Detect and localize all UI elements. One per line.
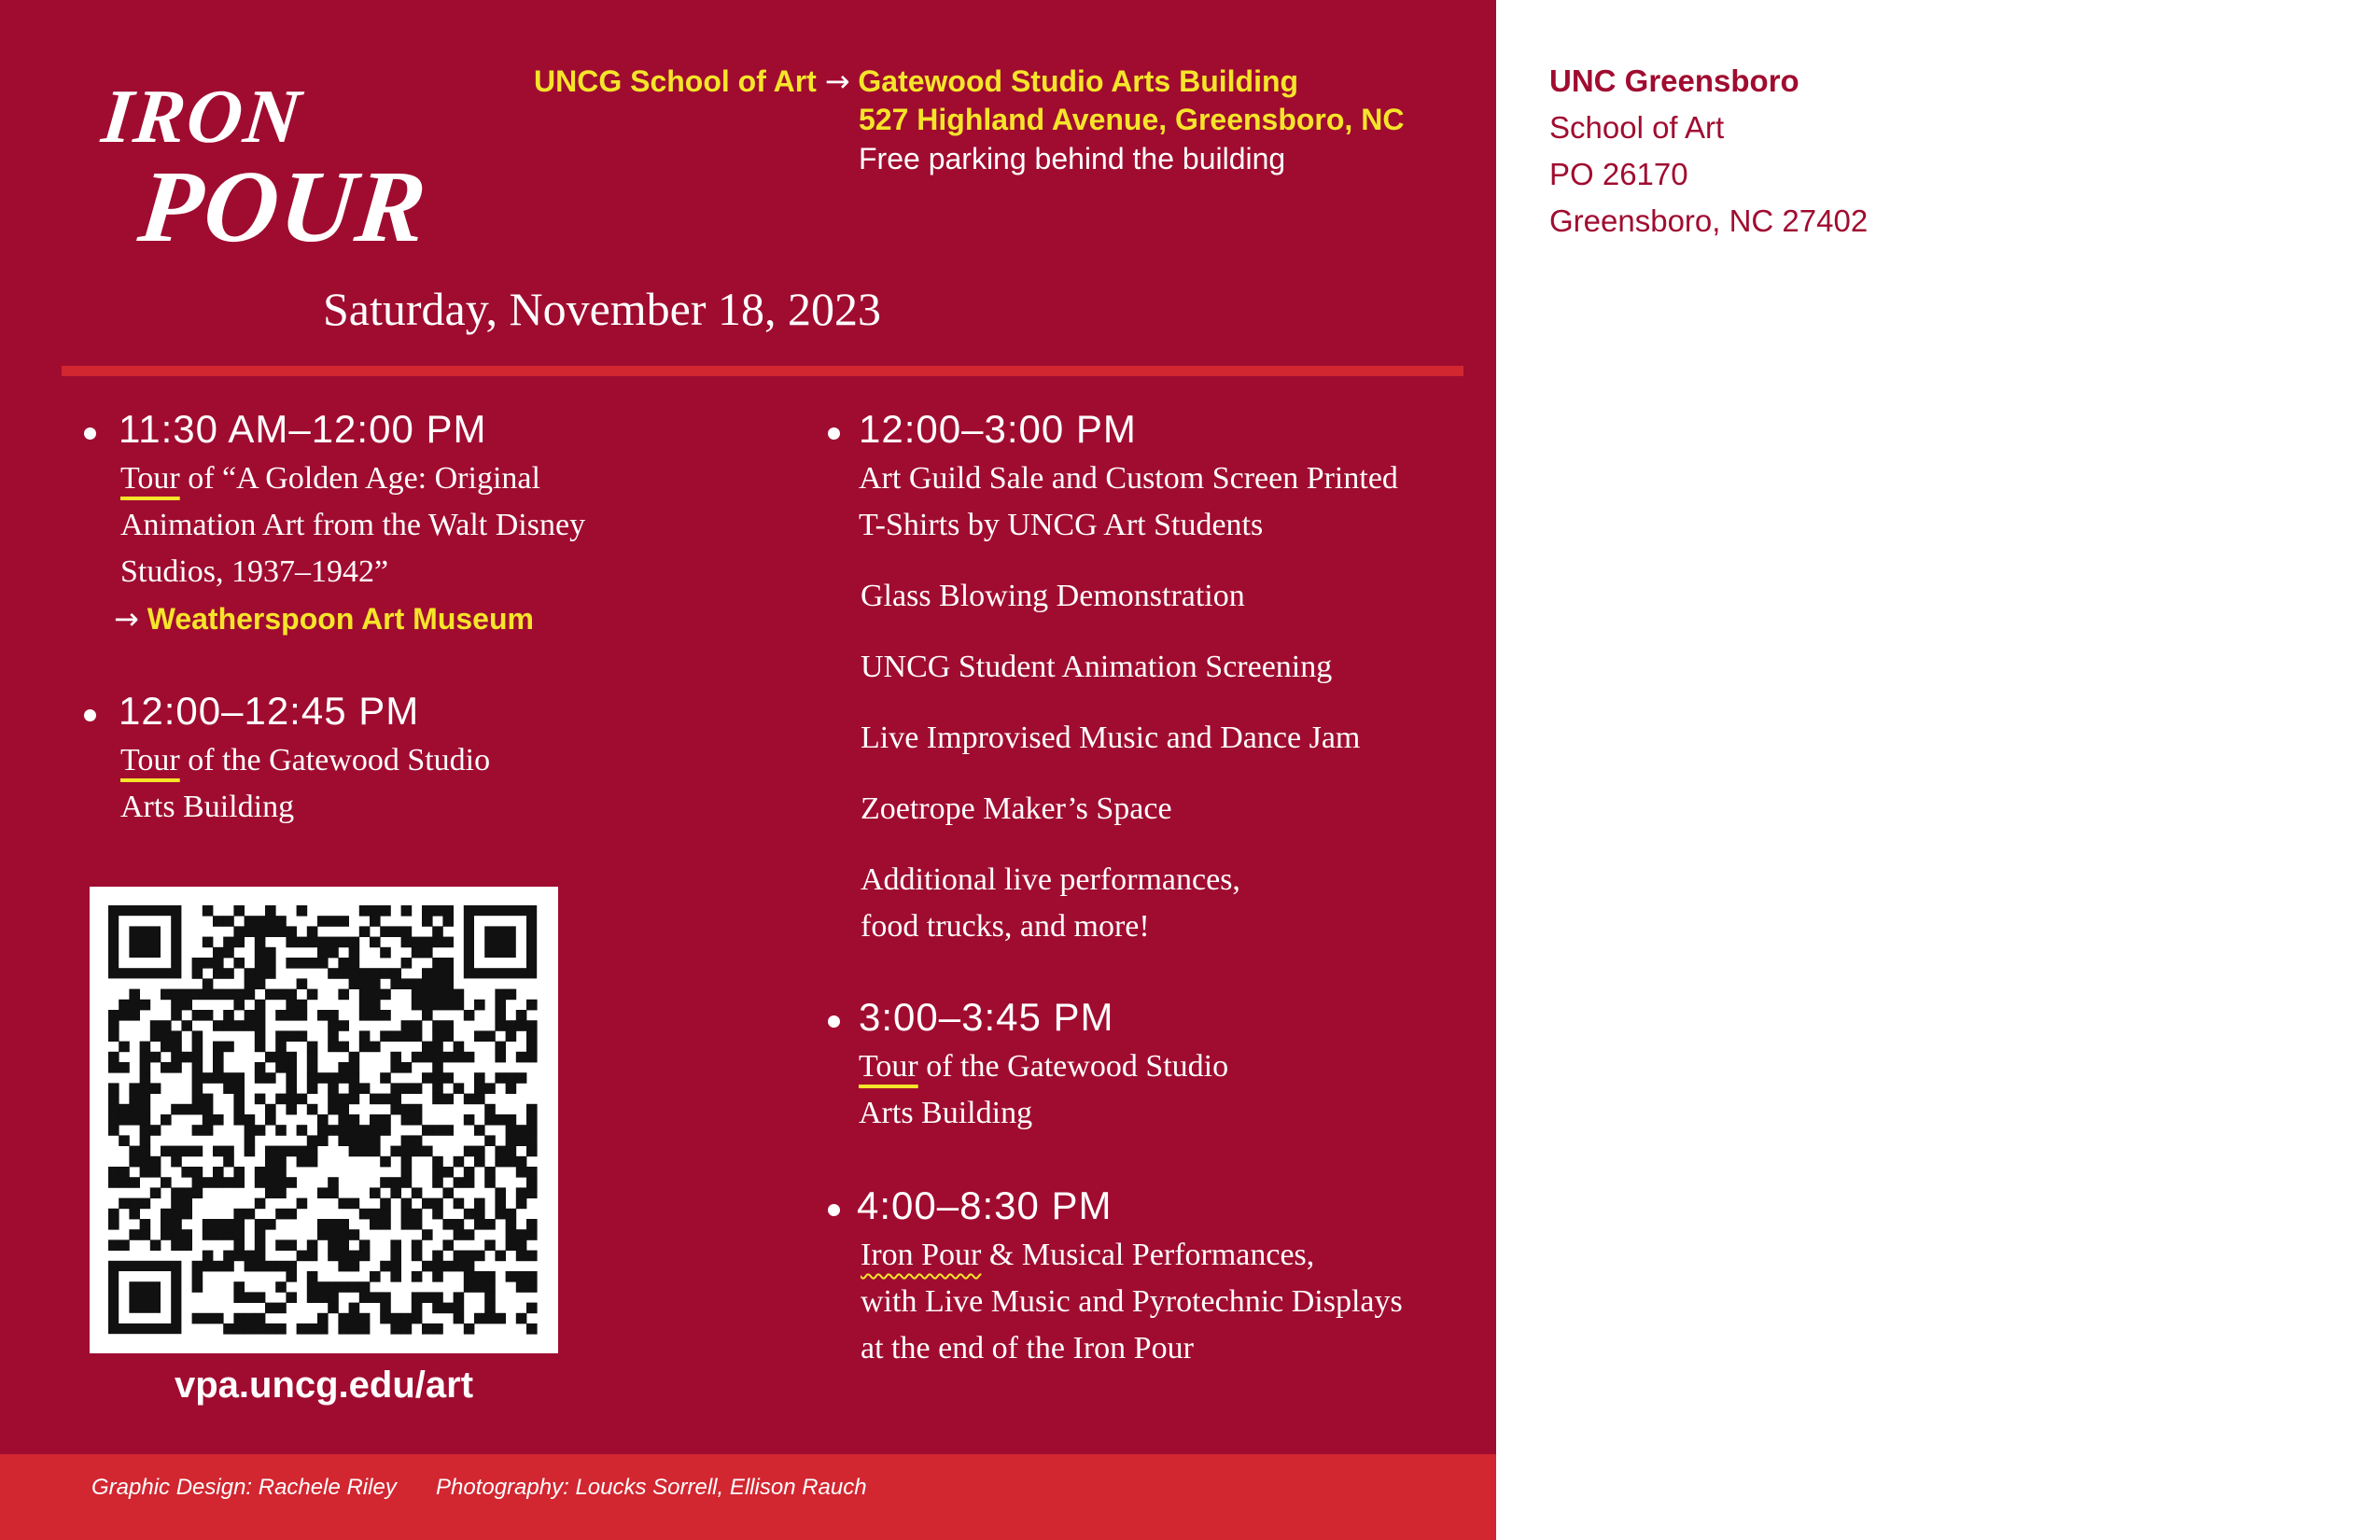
activity-item: Glass Blowing Demonstration bbox=[861, 579, 1245, 613]
qr-code[interactable] bbox=[90, 887, 558, 1353]
schedule-desc bbox=[120, 461, 540, 497]
schedule-desc-line: T-Shirts by UNCG Art Students bbox=[859, 508, 1264, 542]
arrow-right-icon: → bbox=[114, 601, 139, 637]
venue-address: 527 Highland Avenue, Greensboro, NC bbox=[859, 103, 1405, 136]
schedule-time: 12:00–12:45 PM bbox=[119, 689, 420, 733]
bullet-icon bbox=[828, 1204, 840, 1216]
schedule-time: 11:30 AM–12:00 PM bbox=[119, 407, 487, 451]
return-address-dept: School of Art bbox=[1549, 110, 1725, 145]
location-link: Weatherspoon Art Museum bbox=[147, 602, 534, 636]
schedule-time: 4:00–8:30 PM bbox=[857, 1183, 1113, 1227]
qr-code-image bbox=[108, 905, 539, 1335]
schedule-desc-line: Animation Art from the Walt Disney bbox=[120, 508, 586, 542]
schedule-desc-line: Studios, 1937–1942” bbox=[120, 554, 389, 589]
return-address-city: Greensboro, NC 27402 bbox=[1549, 203, 1869, 238]
schedule-desc bbox=[861, 1238, 1314, 1273]
logo-pour: POUR bbox=[133, 149, 433, 263]
credit-design: Graphic Design: Rachele Riley bbox=[91, 1475, 397, 1500]
bullet-icon bbox=[84, 427, 96, 440]
schedule-desc bbox=[859, 1049, 1228, 1085]
location-line bbox=[114, 601, 534, 637]
activity-item: Additional live performances, bbox=[861, 862, 1240, 897]
divider bbox=[62, 366, 1463, 376]
schedule-desc-rest: of “A Golden Age: Original bbox=[179, 461, 540, 496]
credit-photo: Photography: Loucks Sorrell, Ellison Rauch bbox=[436, 1475, 867, 1500]
bullet-icon bbox=[828, 1015, 840, 1028]
bullet-icon bbox=[84, 709, 96, 721]
tour-link: Tour bbox=[859, 1049, 918, 1084]
venue-org: UNCG School of Art bbox=[534, 64, 817, 98]
venue-parking: Free parking behind the building bbox=[859, 142, 1286, 175]
schedule-desc-line: Arts Building bbox=[120, 790, 295, 824]
activity-item: food trucks, and more! bbox=[861, 909, 1150, 944]
logo-iron: IRON bbox=[98, 74, 306, 159]
schedule-desc-line: with Live Music and Pyrotechnic Displays bbox=[861, 1284, 1403, 1319]
schedule-desc-line: at the end of the Iron Pour bbox=[861, 1331, 1194, 1365]
return-address-po: PO 26170 bbox=[1549, 157, 1688, 191]
activity-item: UNCG Student Animation Screening bbox=[861, 650, 1333, 684]
schedule-desc bbox=[120, 743, 490, 778]
activity-item: Live Improvised Music and Dance Jam bbox=[861, 721, 1361, 755]
schedule-time: 12:00–3:00 PM bbox=[859, 407, 1137, 451]
schedule-desc-line: Art Guild Sale and Custom Screen Printed bbox=[859, 461, 1398, 496]
arrow-right-icon: → bbox=[824, 63, 850, 99]
bullet-icon bbox=[828, 427, 840, 440]
website-url[interactable]: vpa.uncg.edu/art bbox=[174, 1365, 474, 1406]
return-address-name: UNC Greensboro bbox=[1549, 63, 1799, 98]
event-date: Saturday, November 18, 2023 bbox=[323, 283, 882, 335]
venue-line bbox=[534, 63, 1298, 99]
tour-link: Tour bbox=[120, 743, 180, 777]
tour-link: Tour bbox=[120, 461, 180, 496]
venue-building: Gatewood Studio Arts Building bbox=[858, 64, 1299, 98]
iron-pour-link: Iron Pour bbox=[861, 1238, 982, 1272]
schedule-desc-rest: of the Gatewood Studio bbox=[179, 743, 491, 777]
schedule-desc-rest: of the Gatewood Studio bbox=[917, 1049, 1229, 1084]
schedule-time: 3:00–3:45 PM bbox=[859, 995, 1114, 1039]
schedule-desc-line: Arts Building bbox=[859, 1096, 1033, 1130]
schedule-desc-rest: & Musical Performances, bbox=[981, 1238, 1315, 1272]
activity-item: Zoetrope Maker’s Space bbox=[861, 791, 1172, 826]
